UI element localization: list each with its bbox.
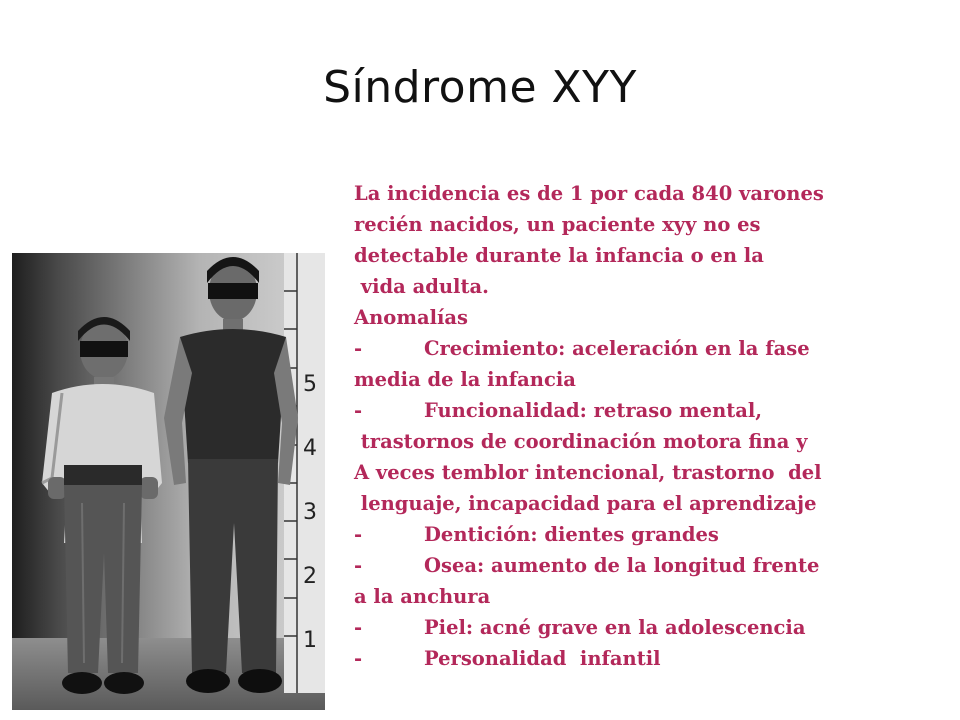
patients-photo xyxy=(12,253,325,710)
list-item xyxy=(354,612,954,643)
scale-mark-3: 3 xyxy=(303,500,317,525)
scale-mark-1: 1 xyxy=(303,628,317,653)
scale-mark-2: 2 xyxy=(303,564,317,589)
list-item-continuation: a la anchura xyxy=(354,585,491,608)
item-text: Osea: aumento de la longitud frente xyxy=(424,554,820,577)
bullet-dash: - xyxy=(354,647,363,670)
bullet-dash: - xyxy=(354,337,363,360)
item-text: Crecimiento: aceleración en la fase xyxy=(424,337,810,360)
item-text: Personalidad infantil xyxy=(424,647,661,670)
list-item-continuation: A veces temblor intencional, trastorno del xyxy=(354,461,822,484)
scale-mark-5: 5 xyxy=(303,372,317,397)
slide-title: Síndrome XYY xyxy=(323,62,637,113)
slide-body xyxy=(354,178,954,674)
bullet-dash: - xyxy=(354,523,363,546)
list-item-continuation: lenguaje, incapacidad para el aprendizaje xyxy=(354,492,817,515)
list-item xyxy=(354,519,954,550)
item-text: Funcionalidad: retraso mental, xyxy=(424,399,763,422)
bullet-dash: - xyxy=(354,399,363,422)
intro-line-3: detectable durante la infancia o en la xyxy=(354,244,764,267)
list-item-continuation: media de la infancia xyxy=(354,368,576,391)
intro-line-2: recién nacidos, un paciente xyy no es xyxy=(354,213,761,236)
list-item-continuation: trastornos de coordinación motora fina y xyxy=(354,430,808,453)
item-text: Dentición: dientes grandes xyxy=(424,523,719,546)
item-text: Piel: acné grave en la adolescencia xyxy=(424,616,806,639)
list-item xyxy=(354,550,954,581)
bullet-dash: - xyxy=(354,616,363,639)
anomalies-heading: Anomalías xyxy=(354,306,469,329)
bullet-dash: - xyxy=(354,554,363,577)
intro-line-1: La incidencia es de 1 por cada 840 varones xyxy=(354,182,824,205)
list-item xyxy=(354,333,954,364)
intro-line-4: vida adulta. xyxy=(354,275,489,298)
list-item xyxy=(354,643,954,674)
scale-mark-4: 4 xyxy=(303,436,317,461)
list-item xyxy=(354,395,954,426)
